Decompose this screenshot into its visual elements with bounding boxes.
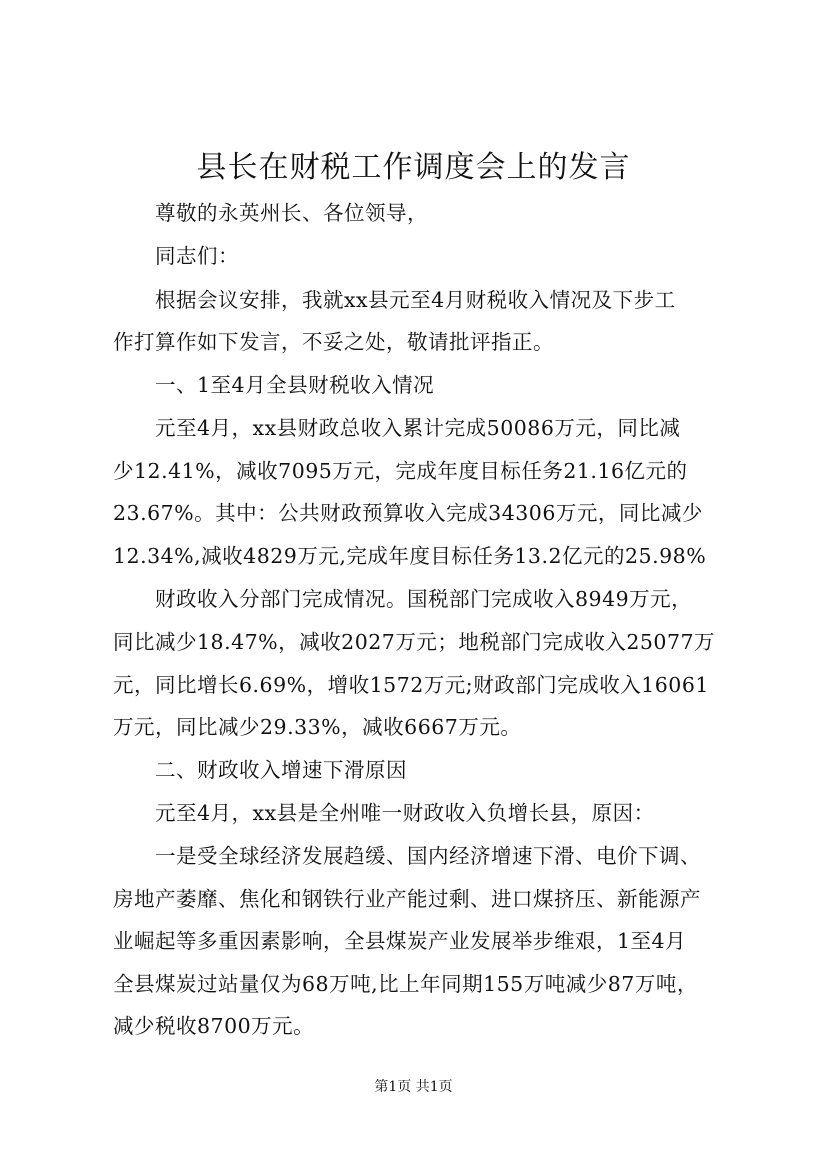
- salutation-line: 尊敬的永英州长、各位领导，: [155, 201, 428, 225]
- paragraph-line: 一是受全球经济发展趋缓、国内经济增速下滑、电价下调、: [155, 844, 701, 868]
- paragraph-line: 万元，同比减少29.33%，减收6667万元。: [113, 715, 522, 739]
- paragraph-line: 财政收入分部门完成情况。国税部门完成收入8949万元，: [155, 587, 693, 611]
- section-heading: 二、财政收入增速下滑原因: [155, 758, 407, 782]
- paragraph-line: 根据会议安排，我就xx县元至4月财税收入情况及下步工: [155, 288, 676, 312]
- paragraph-line: 元至4月，xx县是全州唯一财政收入负增长县，原因：: [155, 801, 655, 825]
- salutation-line: 同志们：: [155, 244, 239, 268]
- document-title: 县长在财税工作调度会上的发言: [196, 150, 631, 185]
- paragraph-line: 12.34%,减收4829万元,完成年度目标任务13.2亿元的25.98%: [113, 544, 707, 568]
- paragraph-line: 23.67%。其中：公共财政预算收入完成34306万元，同比减少: [113, 501, 703, 525]
- paragraph-line: 业崛起等多重因素影响，全县煤炭产业发展举步维艰，1至4月: [113, 929, 687, 953]
- section-heading: 一、1至4月全县财税收入情况: [155, 373, 435, 397]
- paragraph-line: 少12.41%，减收7095万元，完成年度目标任务21.16亿元的: [113, 459, 688, 483]
- paragraph-line: 全县煤炭过站量仅为68万吨,比上年同期155万吨减少87万吨，: [113, 972, 698, 996]
- paragraph-line: 房地产萎靡、焦化和钢铁行业产能过剩、进口煤挤压、新能源产: [113, 887, 701, 911]
- page-footer: 第1页 共1页: [374, 1079, 453, 1095]
- paragraph-line: 同比减少18.47%，减收2027万元；地税部门完成收入25077万: [113, 630, 716, 654]
- paragraph-line: 减少税收8700万元。: [113, 1014, 315, 1038]
- paragraph-line: 元，同比增长6.69%，增收1572万元;财政部门完成收入16061: [113, 673, 709, 697]
- paragraph-line: 元至4月，xx县财政总收入累计完成50086万元，同比减: [155, 416, 681, 440]
- paragraph-line: 作打算作如下发言，不妥之处，敬请批评指正。: [113, 330, 554, 354]
